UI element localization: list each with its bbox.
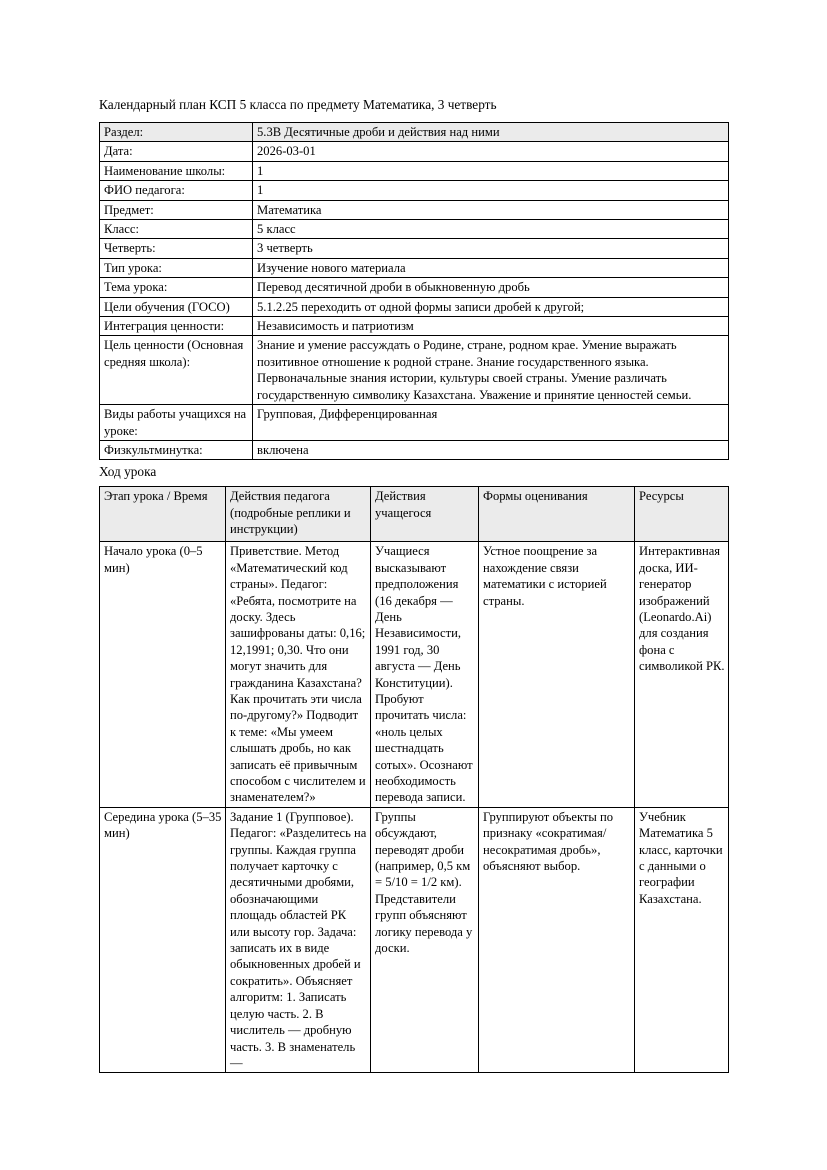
table-row: [100, 123, 729, 142]
info-value: 5 класс: [253, 220, 729, 239]
table-row: [100, 200, 729, 219]
column-header-stage: Этап урока / Время: [100, 487, 226, 542]
cell-student-actions: Группы обсуждают, переводят дроби (например, 0,5 км = 5/10 = 1/2 км). Представители групп объясняют логику перевода у доски.: [371, 807, 479, 1073]
table-row: [100, 317, 729, 336]
table-row: [100, 239, 729, 258]
document-content: [99, 96, 728, 1073]
table-header-row: [100, 487, 729, 542]
cell-stage: Начало урока (0–5 мин): [100, 542, 226, 808]
table-row: [100, 297, 729, 316]
table-row: [100, 440, 729, 459]
section-caption-lesson-flow: Ход урока: [99, 464, 157, 480]
cell-student-actions: Учащиеся высказывают предположения (16 декабря — День Независимости, 1991 год, 30 августа — День Конституции). Пробуют прочитать числа: «ноль целых шестнадцать сотых». Осознают необходимость перевода записи.: [371, 542, 479, 808]
table-row: [100, 142, 729, 161]
cell-resources: Интерактивная доска, ИИ-генератор изображений (Leonardo.Ai) для создания фона с символикой РК.: [635, 542, 729, 808]
lesson-flow-body: [100, 542, 729, 1073]
table-row: [100, 542, 729, 808]
table-row: [100, 220, 729, 239]
column-header-resources: Ресурсы: [635, 487, 729, 542]
info-label: Тема урока:: [100, 278, 253, 297]
info-label: Цель ценности (Основная средняя школа):: [100, 336, 253, 405]
info-label: Цели обучения (ГОСО): [100, 297, 253, 316]
column-header-assessment: Формы оценивания: [479, 487, 635, 542]
table-row: [100, 807, 729, 1073]
lesson-info-body: [100, 123, 729, 460]
column-header-teacher-actions: Действия педагога (подробные реплики и инструкции): [226, 487, 371, 542]
info-value: Знание и умение рассуждать о Родине, стране, родном крае. Умение выражать позитивное отношение к родной стране. Знание государственного языка. Первоначальные знания истории, культуры своей страны. Умение различать государственную символику Казахстана. Уважение и принятие ценностей семьи.: [253, 336, 729, 405]
cell-teacher-actions: Приветствие. Метод «Математический код страны». Педагог: «Ребята, посмотрите на доску. Здесь зашифрованы даты: 0,16; 12,1991; 0,30. Что они могут значить для гражданина Казахстана? Как прочитать эти числа по-другому?» Подводит к теме: «Мы умеем слышать дробь, но как записать её привычным способом с числителем и знаменателем?»: [226, 542, 371, 808]
cell-assessment: Устное поощрение за нахождение связи математики с историей страны.: [479, 542, 635, 808]
info-value: 3 четверть: [253, 239, 729, 258]
cell-resources: Учебник Математика 5 класс, карточки с данными о географии Казахстана.: [635, 807, 729, 1073]
info-label: Физкультминутка:: [100, 440, 253, 459]
info-value: 1: [253, 181, 729, 200]
info-value: Независимость и патриотизм: [253, 317, 729, 336]
info-value: 1: [253, 161, 729, 180]
table-row: [100, 258, 729, 277]
table-row: [100, 405, 729, 441]
cell-teacher-actions: Задание 1 (Групповое). Педагог: «Разделитесь на группы. Каждая группа получает карточку с десятичными дробями, обозначающими площадь областей РК или высоту гор. Задача: записать их в виде обыкновенных дробей и сократить». Объясняет алгоритм: 1. Записать целую часть. 2. В числитель — дробную часть. 3. В знаменатель —: [226, 807, 371, 1073]
cell-stage: Середина урока (5–35 мин): [100, 807, 226, 1073]
cell-assessment: Группируют объекты по признаку «сократимая/несократимая дробь», объясняют выбор.: [479, 807, 635, 1073]
lesson-info-table: [99, 122, 729, 460]
table-row: [100, 161, 729, 180]
info-value: Математика: [253, 200, 729, 219]
info-value: Перевод десятичной дроби в обыкновенную дробь: [253, 278, 729, 297]
info-value: включена: [253, 440, 729, 459]
info-value: 5.3В Десятичные дроби и действия над ними: [253, 123, 729, 142]
info-label: Виды работы учащихся на уроке:: [100, 405, 253, 441]
info-label: Дата:: [100, 142, 253, 161]
info-label: Раздел:: [100, 123, 253, 142]
lesson-flow-table: [99, 486, 729, 1073]
info-value: 2026-03-01: [253, 142, 729, 161]
lesson-flow-header: [100, 487, 729, 542]
info-value: Изучение нового материала: [253, 258, 729, 277]
table-row: [100, 336, 729, 405]
info-label: Предмет:: [100, 200, 253, 219]
info-value: Групповая, Дифференцированная: [253, 405, 729, 441]
info-label: Тип урока:: [100, 258, 253, 277]
column-header-student-actions: Действия учащегося: [371, 487, 479, 542]
info-label: Наименование школы:: [100, 161, 253, 180]
page-title: Календарный план КСП 5 класса по предмету Математика, 3 четверть: [99, 97, 497, 112]
info-label: Четверть:: [100, 239, 253, 258]
table-row: [100, 278, 729, 297]
info-value: 5.1.2.25 переходить от одной формы записи дробей к другой;: [253, 297, 729, 316]
info-label: Интеграция ценности:: [100, 317, 253, 336]
table-row: [100, 181, 729, 200]
info-label: Класс:: [100, 220, 253, 239]
info-label: ФИО педагога:: [100, 181, 253, 200]
